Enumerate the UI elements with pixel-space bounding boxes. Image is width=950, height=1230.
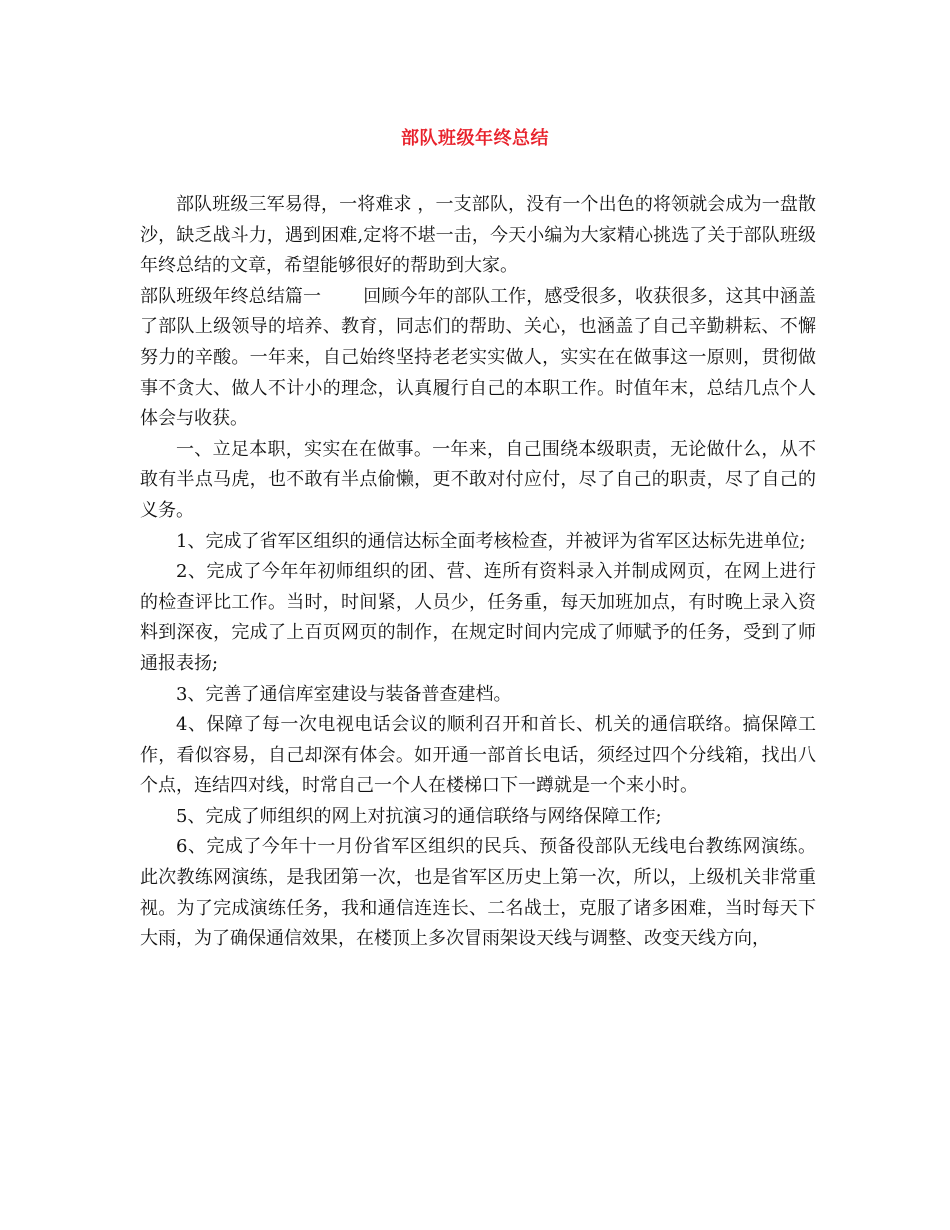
document-body — [140, 190, 816, 955]
paragraph-item-4: 4、保障了每一次电视电话会议的顺利召开和首长、机关的通信联络。搞保障工作，看似容易，自己却深有体会。如开通一部首长电话，须经过四个分线箱，找出八个点，连结四对线，时常自己一个人在楼梯口下一蹲就是一个来小时。 — [140, 714, 816, 797]
section-one-text: 回顾今年的部队工作，感受很多，收获很多，这其中涵盖了部队上级领导的培养、教育，同志们的帮助、关心，也涵盖了自己辛勤耕耘、不懈努力的辛酸。一年来，自己始终坚持老老实实做人，实实在在做事这一原则，贯彻做事不贪大、做人不计小的理念，认真履行自己的本职工作。时值年末，总结几点个人体会与收获。 — [140, 285, 817, 430]
paragraph-item-6: 6、完成了今年十一月份省军区组织的民兵、预备役部队无线电台教练网演练。此次教练网演练，是我团第一次，也是省军区历史上第一次，所以，上级机关非常重视。为了完成演练任务，我和通信连连长、二名战士，克服了诸多困难，当时每天下大雨，为了确保通信效果，在楼顶上多次冒雨架设天线与调整、改变天线方向， — [140, 836, 816, 950]
paragraph-point-1: 一、立足本职，实实在在做事。一年来，自己围绕本级职责，无论做什么，从不敢有半点马虎，也不敢有半点偷懒，更不敢对付应付，尽了自己的职责，尽了自己的义务。 — [140, 438, 816, 521]
paragraph-intro: 部队班级三军易得，一将难求 ，一支部队，没有一个出色的将领就会成为一盘散沙，缺乏战斗力，遇到困难,定将不堪一击，今天小编为大家精心挑选了关于部队班级年终总结的文章，希望能够很好的帮助到大家。 — [140, 194, 816, 277]
document-title: 部队班级年终总结 — [401, 128, 549, 149]
paragraph-section-one — [140, 282, 816, 435]
section-heading: 部队班级年终总结篇一 — [140, 285, 322, 307]
paragraph-item-3: 3、完善了通信库室建设与装备普查建档。 — [176, 683, 512, 705]
paragraph-item-1: 1、完成了省军区组织的通信达标全面考核检查，并被评为省军区达标先进单位; — [176, 530, 806, 552]
paragraph-item-2: 2、完成了今年年初师组织的团、营、连所有资料录入并制成网页，在网上进行的检查评比工作。当时，时间紧，人员少，任务重，每天加班加点，有时晚上录入资料到深夜，完成了上百页网页的制作，在规定时间内完成了师赋予的任务，受到了师通报表扬; — [140, 561, 816, 674]
paragraph-item-5: 5、完成了师组织的网上对抗演习的通信联络与网络保障工作; — [176, 805, 662, 827]
